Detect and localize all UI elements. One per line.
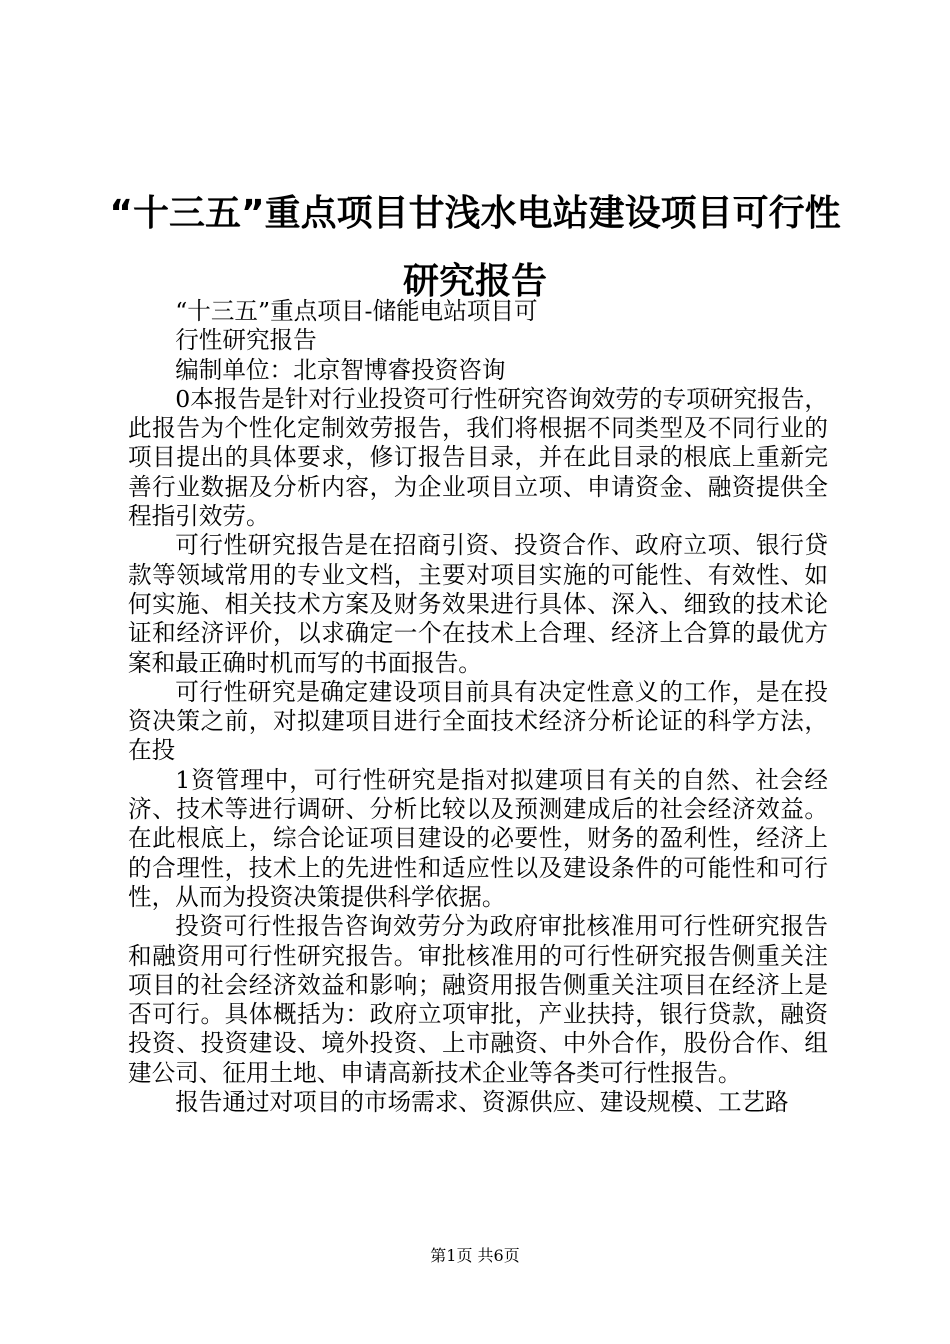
paragraph: 行性研究报告	[175, 326, 317, 355]
document-body	[128, 297, 828, 1117]
paragraph: 可行性研究报告是在招商引资、投资合作、政府立项、银行贷款等领域常用的专业文档，主要对项目实施的可能性、有效性、如何实施、相关技术方案及财务效果进行具体、深入、细致的技术论证和经济评价，以求确定一个在技术上合理、经济上合算的最优方案和最正确时机而写的书面报告。	[128, 531, 828, 677]
document-title: “十三五”重点项目甘浅水电站建设项目可行性研究报告	[109, 193, 841, 302]
page-number-footer: 第1页 共6页	[430, 1246, 520, 1265]
paragraph: 可行性研究是确定建设项目前具有决定性意义的工作，是在投资决策之前，对拟建项目进行全面技术经济分析论证的科学方法，在投	[128, 677, 828, 765]
paragraph: 报告通过对项目的市场需求、资源供应、建设规模、工艺路	[175, 1088, 789, 1117]
paragraph: 投资可行性报告咨询效劳分为政府审批核准用可行性研究报告和融资用可行性研究报告。审批核准用的可行性研究报告侧重关注项目的社会经济效益和影响；融资用报告侧重关注项目在经济上是否可行。具体概括为：政府立项审批，产业扶持，银行贷款，融资投资、投资建设、境外投资、上市融资、中外合作，股份合作、组建公司、征用土地、申请高新技术企业等各类可行性报告。	[128, 912, 828, 1087]
paragraph: 0本报告是针对行业投资可行性研究咨询效劳的专项研究报告，此报告为个性化定制效劳报告，我们将根据不同类型及不同行业的项目提出的具体要求，修订报告目录，并在此目录的根底上重新完善行业数据及分析内容，为企业项目立项、申请资金、融资提供全程指引效劳。	[128, 384, 828, 531]
paragraph: 1资管理中，可行性研究是指对拟建项目有关的自然、社会经济、技术等进行调研、分析比较以及预测建成后的社会经济效益。在此根底上，综合论证项目建设的必要性，财务的盈利性，经济上的合理性，技术上的先进性和适应性以及建设条件的可能性和可行性，从而为投资决策提供科学依据。	[128, 765, 828, 911]
paragraph: “十三五”重点项目-储能电站项目可	[175, 297, 538, 325]
paragraph: 编制单位：北京智博睿投资咨询	[175, 355, 506, 384]
